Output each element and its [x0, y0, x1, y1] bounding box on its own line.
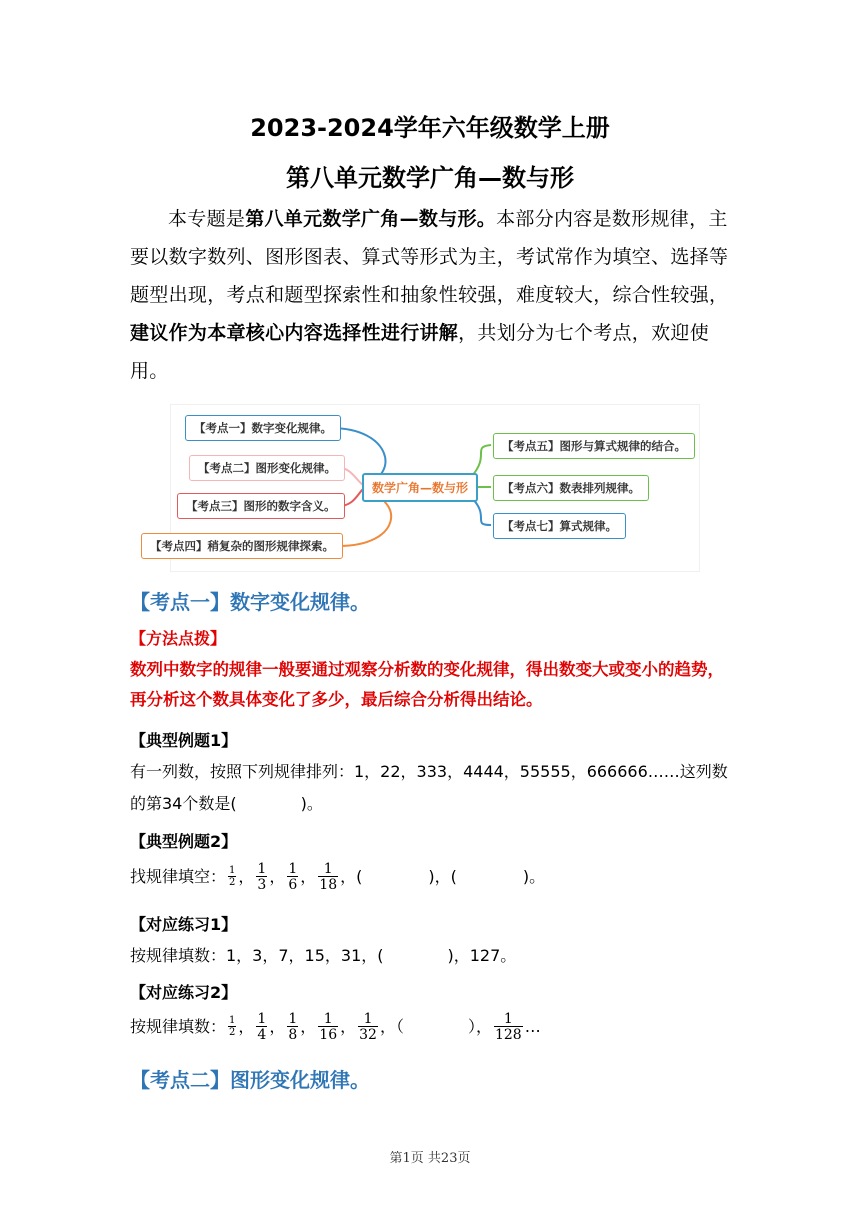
mindmap-diagram — [150, 404, 700, 572]
mindmap-node-k6: 【考点六】数表排列规律。 — [493, 475, 649, 501]
example2-heading: 【典型例题2】 — [130, 832, 238, 851]
practice1-body: 按规律填数：1，3，7，15，31，( )，127。 — [130, 946, 517, 965]
fraction: $\frac{1}{6}$ — [288, 861, 298, 893]
mindmap-node-k4: 【考点四】稍复杂的图形规律探索。 — [141, 533, 343, 559]
fraction: $\frac{1}{32}$ — [359, 1011, 377, 1043]
mindmap-center-node: 数学广角—数与形 — [362, 473, 478, 502]
intro-bold-1: 第八单元数学广角—数与形。 — [245, 208, 497, 230]
method-body: 数列中数字的规律一般要通过观察分析数的变化规律，得出数变大或变小的趋势，再分析这个数具体变化了多少，最后综合分析得出结论。 — [130, 660, 724, 709]
example2-body: 找规律填空： $\frac{1}{2}$ ， $\frac{1}{3}$ ， $\frac{1}{6}$ ， $\frac{1}{18}$ ，( )，( )。 — [130, 861, 546, 893]
practice2-prefix: 按规律填数： — [130, 1017, 227, 1036]
fraction: $\frac{1}{3}$ — [257, 861, 267, 893]
practice2-heading: 【对应练习2】 — [130, 983, 238, 1002]
intro-text-2: 本部分内容是数形规律，主要以数字数列、图形图表、算式等形式为主，考试常作为填空、选择等题型出现，考点和题型探索性和抽象性较强，难度较大，综合性较强， — [130, 208, 729, 306]
practice1-heading: 【对应练习1】 — [130, 915, 238, 934]
fraction: $\frac{1}{4}$ — [257, 1011, 267, 1043]
fraction: $\frac{1}{8}$ — [288, 1011, 298, 1043]
practice2-blank: ，（ ）， — [379, 1017, 492, 1036]
example2-tail2: )，( — [428, 867, 457, 886]
intro-paragraph — [130, 200, 735, 390]
mindmap-node-k2: 【考点二】图形变化规律。 — [189, 455, 345, 481]
section-heading-1: 【考点一】数字变化规律。 — [130, 590, 370, 614]
example2-tail1: ，( — [340, 867, 363, 886]
fraction: $\frac{1}{2}$ — [229, 865, 236, 888]
page-title: 2023-2024学年六年级数学上册 — [250, 114, 610, 142]
intro-bold-2: 建议作为本章核心内容选择性进行讲解 — [130, 322, 459, 344]
page-footer: 第1页 共23页 — [389, 1151, 471, 1166]
page-subtitle: 第八单元数学广角—数与形 — [286, 164, 574, 192]
example1-line1: 有一列数，按照下列规律排列：1，22，333，4444，55555，666666……这列数 — [130, 762, 728, 781]
example1-line2: 的第34个数是( )。 — [130, 794, 323, 813]
mindmap-node-k1: 【考点一】数字变化规律。 — [185, 415, 341, 441]
fraction: $\frac{1}{128}$ — [494, 1011, 522, 1043]
intro-text-1: 本专题是 — [168, 208, 246, 230]
fraction: $\frac{1}{2}$ — [229, 1015, 236, 1038]
example2-tail3: )。 — [522, 867, 546, 886]
practice2-body: 按规律填数： $\frac{1}{2}$ ， $\frac{1}{4}$ ， $\frac{1}{8}$ ， $\frac{1}{16}$ ， $\frac{1}{32}$ ，（ ）， $\frac{1}{128}$ … — [130, 1011, 541, 1043]
method-heading: 【方法点拨】 — [130, 629, 227, 648]
mindmap-node-k3: 【考点三】图形的数字含义。 — [177, 493, 345, 519]
example2-prefix: 找规律填空： — [130, 867, 227, 886]
example1-heading: 【典型例题1】 — [130, 731, 238, 750]
mindmap-node-k5: 【考点五】图形与算式规律的结合。 — [493, 433, 695, 459]
fraction: $\frac{1}{18}$ — [319, 861, 338, 893]
intro-text-3: ，共划分为七个考点，欢迎使用。 — [130, 322, 710, 382]
fraction: $\frac{1}{16}$ — [319, 1011, 338, 1043]
section-heading-2: 【考点二】图形变化规律。 — [130, 1068, 370, 1092]
practice2-ellipsis: … — [524, 1017, 541, 1036]
mindmap-node-k7: 【考点七】算式规律。 — [493, 513, 626, 539]
